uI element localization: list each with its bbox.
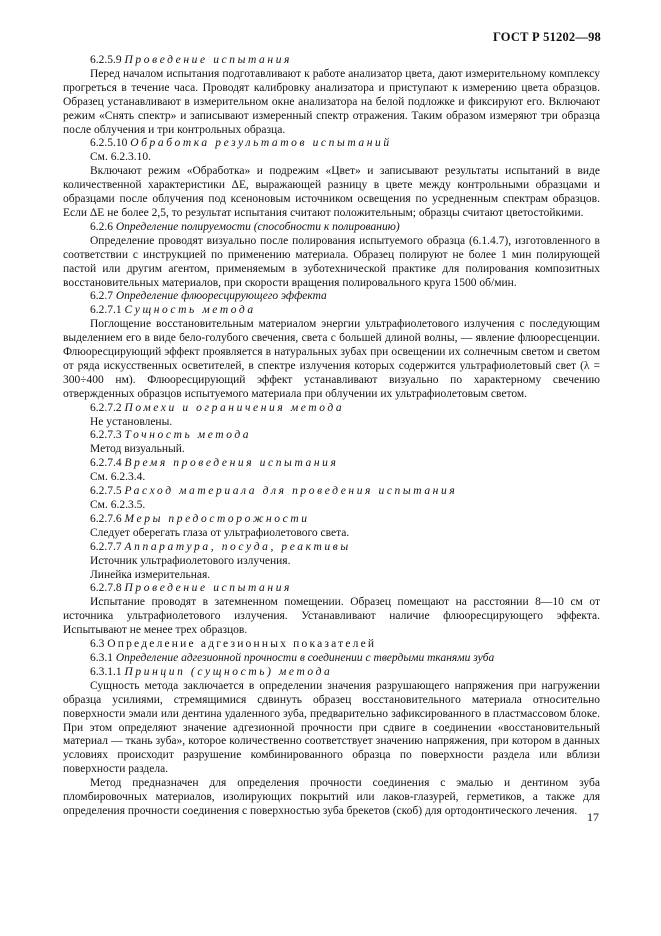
section-title: Определение адгезионной прочности в соединении с твердыми тканями зуба: [115, 651, 495, 664]
section-heading: [63, 304, 600, 318]
section-heading: [63, 221, 600, 235]
section-title: Точность метода: [124, 429, 252, 442]
short-line: См. 6.2.3.4.: [90, 471, 146, 484]
section-heading: [63, 54, 600, 68]
section-title: Расход материала для проведения испытания: [124, 485, 458, 498]
section-number: 6.3.1: [90, 651, 113, 664]
paragraph: Определение проводят визуально после полирования испытуемого образца (6.1.4.7), изготовленного в соответствии с инструкцией по применению материала. Образец полируют не более 1 мин полирующей пастой или другим агентом, применяемым в зуботехнической практике для полирования композитных восстановительных материалов, при скорости вращения полировального круга 1500 об/мин.: [63, 234, 600, 289]
short-line: Не установлены.: [90, 415, 173, 428]
section-heading: [63, 513, 600, 527]
section-number: 6.2.7.7: [90, 540, 122, 553]
section-title: Определение адгезионных показателей: [107, 638, 377, 651]
section-heading: [63, 652, 600, 666]
section-number: 6.2.7.2: [90, 401, 122, 414]
short-line: Метод визуальный.: [90, 443, 185, 456]
paragraph: Перед началом испытания подготавливают к работе анализатор цвета, дают измерительному комплексу прогреться в течение часа. Проводят калибровку анализатора и приступают к измерению цвета образцов. Образец устанавливают в измерительном окне анализатора на белой подложке и фиксируют его. Включают режим «Снять спектр» и записывают измеренный спектр отражения. Таким образом измеряют три образца после облучения и три контрольных образца.: [63, 67, 600, 136]
section-heading: [63, 485, 600, 499]
paragraph: Метод предназначен для определения прочности соединения с эмалью и дентином зуба пломбировочных материалов, изолирующих покрытий или лаков-глазурей, герметиков, а также для определения прочности соединения с поверхностью зуба брекетов (скоб) для ортодонтического лечения.: [63, 777, 600, 817]
section-number: 6.2.5.9: [90, 54, 122, 66]
paragraph: Сущность метода заключается в определении значения разрушающего напряжения при нагружении образца усилиями, стремящимися сдвинуть образец восстановительного материала относительно поверхности эмали или дентина удаленного зуба, предварительно зафиксированного в пластмассовом блоке. При этом определяют значение адгезионной прочности при сдвиге в соединении «восстановительный материал — ткань зуба», которое количественно соответствует значению напряжения, при котором в данных условиях происходит разрушение комбинированного образца по поверхности раздела или вблизи поверхности раздела.: [63, 679, 600, 776]
short-line: См. 6.2.3.10.: [90, 151, 151, 164]
section-title: Проведение испытания: [124, 54, 292, 66]
short-line: См. 6.2.3.5.: [90, 499, 146, 511]
section-number: 6.2.7.8: [90, 582, 122, 595]
section-number: 6.2.7: [90, 290, 113, 303]
paragraph: Включают режим «Обработка» и подрежим «Цвет» и записывают результаты испытаний в виде количественной характеристики ΔE, выражающей разницу в цвете между контрольными образцами и образцами после облучения под ксеноновым источником освещения по усредненным спектрам образцов. Если ΔE не более 2,5, то результат испытания считают положительным; образцы считают цветостойкими.: [63, 165, 600, 219]
section-heading: [63, 541, 600, 555]
section-title: Сущность метода: [124, 304, 256, 317]
paragraph: Поглощение восстановительным материалом энергии ультрафиолетового излучения с последующим выделением его в виде бело-голубого свечения, света с большей длиной волны, — явление флюоресценции. Флюоресцирующий эффект проявляется в натуральных зубах при освещении их солнечным светом и светом от ряда искусственных осветителей, в спектре излучения которых содержится ультрафиолетовый свет (λ = 300÷400 нм). Флюоресцирующий эффект устанавливают визуально по характерному свечению отвержденных образцов испытуемого материала при облучении их ультрафиолетовым светом.: [63, 318, 600, 400]
section-heading: [63, 290, 600, 304]
section-number: 6.2.7.6: [90, 512, 122, 525]
section-title: Аппаратура, посуда, реактивы: [124, 540, 351, 553]
section-number: 6.2.7.5: [90, 485, 122, 498]
short-line: Источник ультрафиолетового излучения.: [90, 554, 291, 567]
section-title: Обработка результатов испытаний: [130, 137, 392, 150]
document-body: [63, 54, 600, 819]
section-heading: [63, 429, 600, 443]
section-number: 6.3: [90, 638, 105, 651]
section-number: 6.2.6: [90, 220, 113, 233]
section-heading: [63, 582, 600, 596]
section-heading: [63, 457, 600, 471]
short-line: Следует оберегать глаза от ультрафиолетового света.: [90, 526, 350, 539]
section-number: 6.2.7.1: [90, 304, 122, 317]
section-number: 6.2.7.3: [90, 429, 122, 442]
paragraph: Испытание проводят в затемненном помещении. Образец помещают на расстоянии 8—10 см от источника ультрафиолетового излучения. Устанавливают наличие флюоресцирующего эффекта. Испытывают не менее трех образцов.: [63, 596, 600, 637]
section-number: 6.3.1.1: [90, 665, 122, 678]
section-title: Проведение испытания: [124, 582, 292, 595]
section-title: Определение полируемости (способности к полированию): [115, 220, 400, 233]
section-title: Принцип (сущность) метода: [124, 665, 333, 678]
section-heading: [63, 638, 600, 652]
section-heading: [63, 137, 600, 151]
section-title: Помехи и ограничения метода: [124, 401, 345, 414]
section-title: Время проведения испытания: [124, 457, 339, 470]
section-title: Определение флюоресцирующего эффекта: [115, 290, 327, 303]
document-id: ГОСТ Р 51202—98: [492, 30, 601, 44]
section-number: 6.2.7.4: [90, 457, 122, 470]
section-heading: [63, 402, 600, 416]
section-heading: [63, 666, 600, 680]
section-number: 6.2.5.10: [90, 137, 128, 150]
short-line: Линейка измерительная.: [90, 568, 211, 581]
section-title: Меры предосторожности: [124, 512, 310, 525]
page-number: 17: [587, 810, 599, 824]
